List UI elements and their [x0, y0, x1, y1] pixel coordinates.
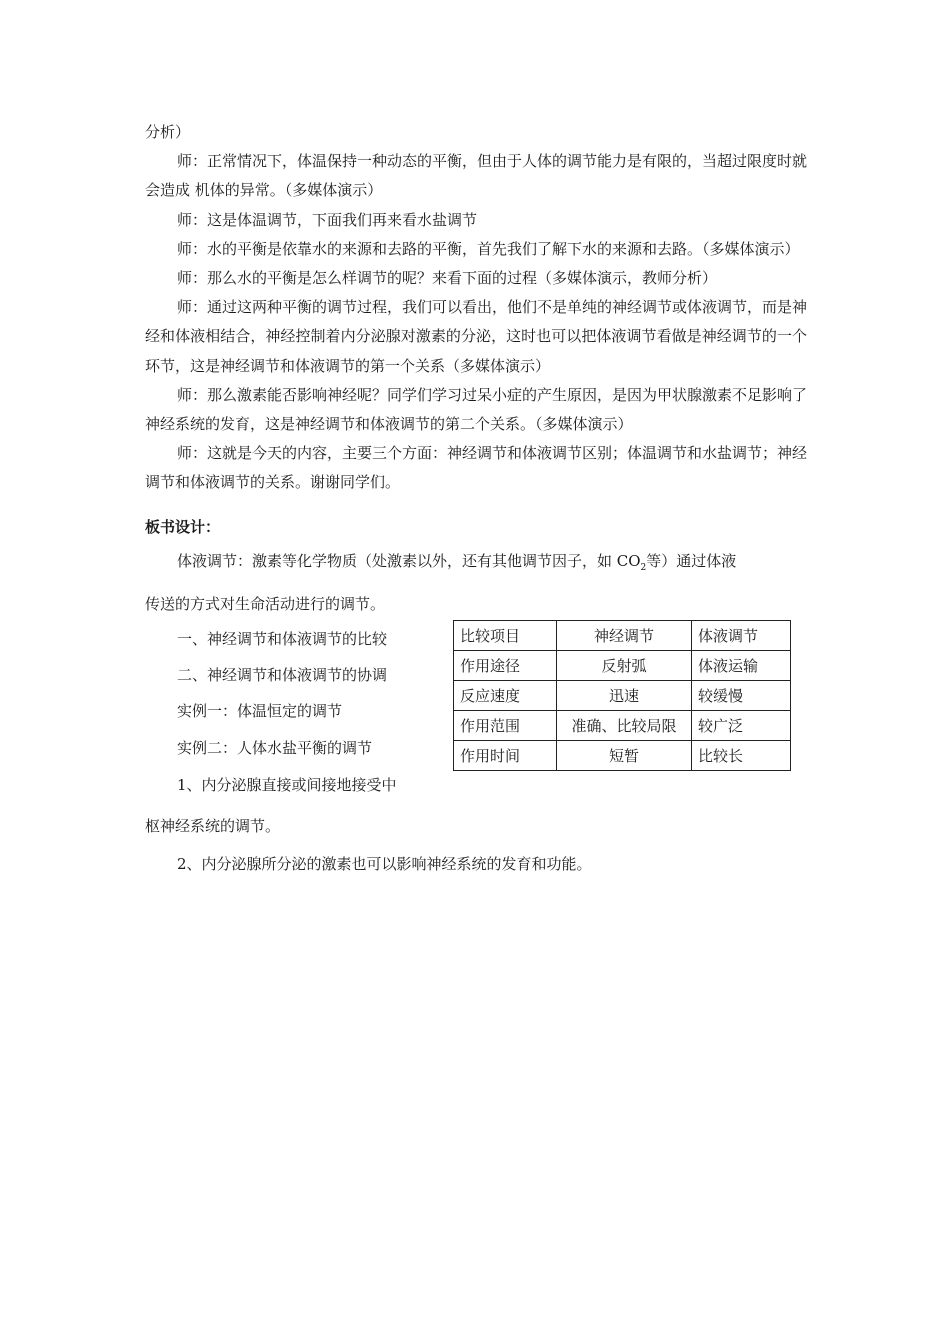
paragraph: 师：那么激素能否影响神经呢？同学们学习过呆小症的产生原因，是因为甲状腺激素不足影响了神经系统的发育，这是神经调节和体液调节的第二个关系。（多媒体演示）	[145, 385, 808, 434]
paragraph: 分析）	[145, 123, 191, 141]
table-row	[454, 711, 791, 741]
outline-item: 实例二：人体水盐平衡的调节	[177, 739, 373, 757]
lesson-transcript	[145, 118, 807, 498]
table-cell: 反射弧	[557, 651, 692, 681]
paragraph: 师：正常情况下，体温保持一种动态的平衡，但由于人体的调节能力是有限的，当超过限度时就会造成 机体的异常。（多媒体演示）	[145, 152, 808, 200]
outline-item: 实例一：体温恒定的调节	[177, 702, 343, 720]
paragraph: 师：那么水的平衡是怎么样调节的呢？来看下面的过程（多媒体演示，教师分析）	[177, 269, 718, 288]
comparison-table	[453, 620, 791, 771]
table-cell: 体液调节	[692, 621, 791, 651]
table-cell: 体液运输	[692, 651, 791, 681]
table-row	[454, 621, 791, 651]
table-cell: 作用时间	[454, 741, 557, 771]
definition-line	[177, 550, 736, 573]
table-cell: 作用范围	[454, 711, 557, 741]
table-cell: 准确、比较局限	[557, 711, 692, 741]
table-cell: 短暂	[557, 741, 692, 771]
table-cell: 比较项目	[454, 621, 557, 651]
table-cell: 迅速	[557, 681, 692, 711]
outline-continued: 枢神经系统的调节。	[145, 817, 281, 835]
outline-item: 一、神经调节和体液调节的比较	[177, 630, 388, 648]
outline-item: 1、内分泌腺直接或间接地接受中	[177, 776, 397, 794]
definition-subscript: 2	[640, 563, 647, 573]
table-cell: 较广泛	[692, 711, 791, 741]
table-row	[454, 681, 791, 711]
definition-text-end: 等）通过体液	[646, 552, 737, 570]
table-cell: 比较长	[692, 741, 791, 771]
table-cell: 神经调节	[557, 621, 692, 651]
paragraph: 师：这是体温调节，下面我们再来看水盐调节	[177, 210, 478, 229]
table-cell: 作用途径	[454, 651, 557, 681]
table-row	[454, 741, 791, 771]
definition-line-2: 传送的方式对生命活动进行的调节。	[145, 595, 386, 613]
paragraph: 师：水的平衡是依靠水的来源和去路的平衡，首先我们了解下水的来源和去路。（多媒体演示）	[177, 239, 800, 258]
point-two: 2、内分泌腺所分泌的激素也可以影响神经系统的发育和功能。	[177, 855, 592, 873]
table-cell: 较缓慢	[692, 681, 791, 711]
table-cell: 反应速度	[454, 681, 557, 711]
paragraph: 师：这就是今天的内容，主要三个方面：神经调节和体液调节区别；体温调节和水盐调节；神经调节和体液调节的关系。谢谢同学们。	[145, 444, 808, 492]
outline-item: 二、神经调节和体液调节的协调	[177, 666, 388, 684]
table-row	[454, 651, 791, 681]
definition-text: 体液调节：激素等化学物质（处激素以外，还有其他调节因子，如 CO	[177, 552, 641, 570]
board-design-heading: 板书设计：	[145, 518, 221, 536]
paragraph: 师：通过这两种平衡的调节过程，我们可以看出，他们不是单纯的神经调节或体液调节，而是神经和体液相结合，神经控制着内分泌腺对激素的分泌，这时也可以把体液调节看做是神经调节的一个环节，这是神经调节和体液调节的第一个关系（多媒体演示）	[145, 298, 808, 375]
